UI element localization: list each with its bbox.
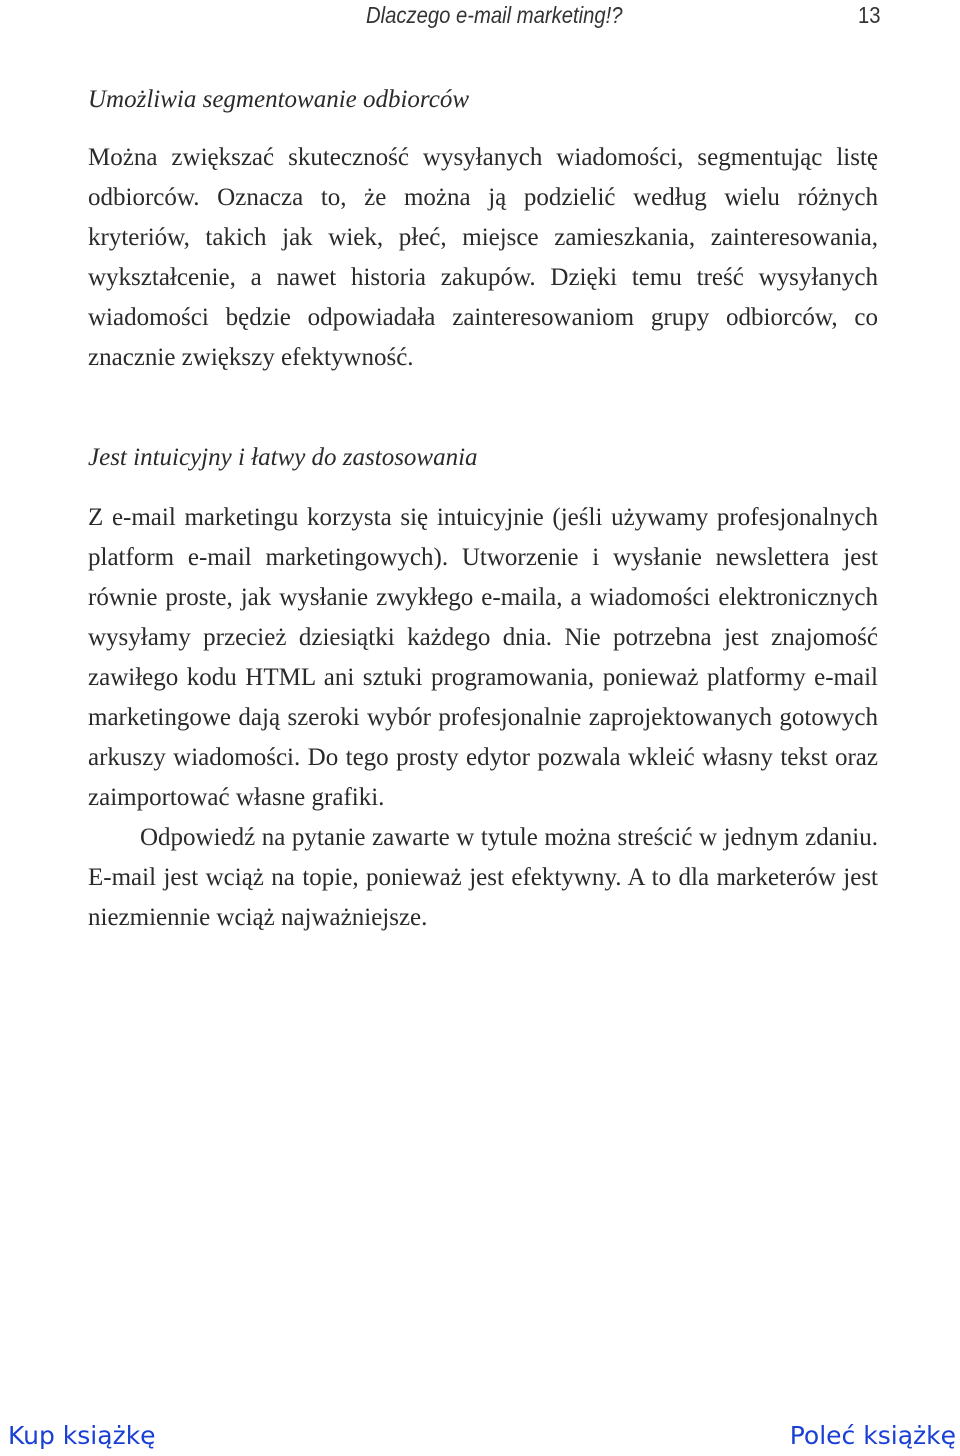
- recommend-book-link[interactable]: Poleć książkę: [789, 1421, 956, 1450]
- section-paragraph: Z e-mail marketingu korzysta się intuicyjnie (jeśli używamy profesjonalnych platform e-mail marketingowych). Utworzenie i wysłanie newslettera jest równie proste, jak wysłanie zwykłego e-maila, a wiadomości elektronicznych wysyłamy przecież dziesiątki każdego dnia. Nie potrzebna jest znajomość zawiłego kodu HTML ani sztuki programowania, ponieważ platformy e-mail marketingowe dają szeroki wybór profesjonalnie zaprojektowanych gotowych arkuszy wiadomości. Do tego prosty edytor pozwala wkleić własny tekst oraz zaimportować własne grafiki.: [88, 504, 878, 811]
- page-number: 13: [858, 2, 881, 28]
- running-header: [0, 0, 960, 34]
- section-segmentation: [88, 80, 878, 378]
- section-paragraph: Można zwiększać skuteczność wysyłanych wiadomości, segmentując listę odbiorców. Oznacza to, że można ją podzielić według wielu różnych kryteriów, takich jak wiek, płeć, miejsce zamieszkania, zainteresowania, wykształcenie, a nawet historia zakupów. Dzięki temu treść wysyłanych wiadomości będzie odpowiadała zainteresowaniom grupy odbiorców, co znacznie zwiększy efektywność.: [88, 144, 878, 371]
- section-paragraph: Odpowiedź na pytanie zawarte w tytule można streścić w jednym zdaniu. E-mail jest wciąż na topie, ponieważ jest efektywny. A to dla marketerów jest niezmiennie wciąż najważniejsze.: [88, 824, 878, 931]
- buy-book-link[interactable]: Kup książkę: [8, 1421, 156, 1450]
- section-heading: Jest intuicyjny i łatwy do zastosowania: [88, 444, 478, 471]
- section-heading: Umożliwia segmentowanie odbiorców: [88, 86, 470, 113]
- page-body: [88, 80, 878, 938]
- running-title: Dlaczego e-mail marketing!?: [366, 2, 623, 28]
- section-intuitive: [88, 438, 878, 938]
